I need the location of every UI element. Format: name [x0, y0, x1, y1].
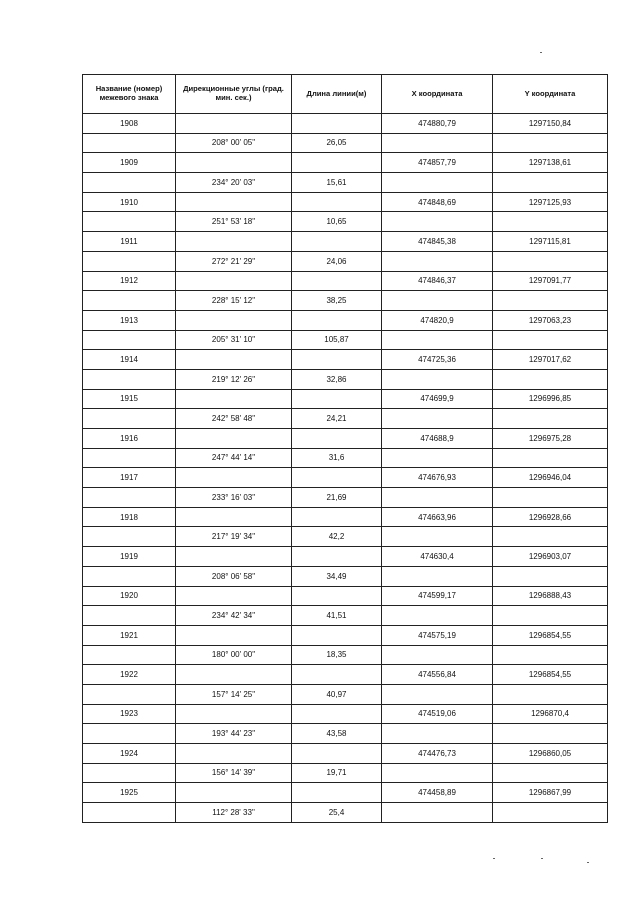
mark-name-cell	[83, 606, 176, 626]
x-coordinate-cell: 474725,36	[382, 350, 493, 370]
direction-angle-cell	[176, 232, 292, 252]
line-length-cell: 32,86	[292, 369, 382, 389]
line-length-cell	[292, 192, 382, 212]
x-coordinate-cell: 474575,19	[382, 625, 493, 645]
direction-angle-cell	[176, 665, 292, 685]
mark-name-cell	[83, 369, 176, 389]
line-length-cell	[292, 507, 382, 527]
mark-name-cell	[83, 488, 176, 508]
line-length-cell: 24,21	[292, 409, 382, 429]
direction-angle-cell: 208° 00' 05"	[176, 133, 292, 153]
table-row	[83, 271, 608, 291]
direction-angle-cell: 247° 44' 14"	[176, 448, 292, 468]
line-length-cell	[292, 389, 382, 409]
mark-name-cell: 1909	[83, 153, 176, 173]
line-length-cell	[292, 665, 382, 685]
direction-angle-cell	[176, 153, 292, 173]
direction-angle-cell: 219° 12' 26"	[176, 369, 292, 389]
table-row	[83, 527, 608, 547]
x-coordinate-cell: 474699,9	[382, 389, 493, 409]
mark-name-cell	[83, 803, 176, 823]
mark-name-cell: 1922	[83, 665, 176, 685]
y-coordinate-cell	[493, 488, 608, 508]
direction-angle-cell: 157° 14' 25"	[176, 684, 292, 704]
line-length-cell: 40,97	[292, 684, 382, 704]
mark-name-cell	[83, 684, 176, 704]
table-row	[83, 488, 608, 508]
direction-angle-cell	[176, 586, 292, 606]
direction-angle-cell: 242° 58' 48"	[176, 409, 292, 429]
direction-angle-cell	[176, 547, 292, 567]
header-direction-angle: Дирекционные углы (град. мин. сек.)	[176, 75, 292, 114]
direction-angle-cell	[176, 114, 292, 134]
y-coordinate-cell: 1296996,85	[493, 389, 608, 409]
y-coordinate-cell	[493, 291, 608, 311]
y-coordinate-cell: 1296975,28	[493, 429, 608, 449]
y-coordinate-cell: 1296903,07	[493, 547, 608, 567]
y-coordinate-cell	[493, 251, 608, 271]
mark-name-cell	[83, 330, 176, 350]
x-coordinate-cell	[382, 488, 493, 508]
direction-angle-cell	[176, 704, 292, 724]
x-coordinate-cell: 474476,73	[382, 744, 493, 764]
line-length-cell	[292, 468, 382, 488]
table-row	[83, 251, 608, 271]
direction-angle-cell	[176, 507, 292, 527]
x-coordinate-cell	[382, 369, 493, 389]
line-length-cell	[292, 783, 382, 803]
mark-name-cell: 1915	[83, 389, 176, 409]
y-coordinate-cell	[493, 645, 608, 665]
x-coordinate-cell: 474663,96	[382, 507, 493, 527]
y-coordinate-cell: 1297063,23	[493, 310, 608, 330]
direction-angle-cell	[176, 389, 292, 409]
table-row	[83, 153, 608, 173]
mark-name-cell	[83, 763, 176, 783]
mark-name-cell	[83, 527, 176, 547]
line-length-cell	[292, 350, 382, 370]
mark-name-cell	[83, 724, 176, 744]
direction-angle-cell	[176, 310, 292, 330]
x-coordinate-cell: 474848,69	[382, 192, 493, 212]
y-coordinate-cell: 1297138,61	[493, 153, 608, 173]
line-length-cell: 25,4	[292, 803, 382, 823]
x-coordinate-cell	[382, 803, 493, 823]
x-coordinate-cell	[382, 133, 493, 153]
direction-angle-cell: 180° 00' 00"	[176, 645, 292, 665]
line-length-cell: 41,51	[292, 606, 382, 626]
y-coordinate-cell	[493, 330, 608, 350]
direction-angle-cell	[176, 192, 292, 212]
x-coordinate-cell	[382, 645, 493, 665]
x-coordinate-cell: 474630,4	[382, 547, 493, 567]
mark-name-cell	[83, 448, 176, 468]
x-coordinate-cell: 474556,84	[382, 665, 493, 685]
x-coordinate-cell	[382, 606, 493, 626]
y-coordinate-cell	[493, 173, 608, 193]
y-coordinate-cell	[493, 448, 608, 468]
table-row	[83, 566, 608, 586]
x-coordinate-cell	[382, 527, 493, 547]
table-row	[83, 625, 608, 645]
line-length-cell: 43,58	[292, 724, 382, 744]
direction-angle-cell	[176, 625, 292, 645]
x-coordinate-cell: 474880,79	[382, 114, 493, 134]
line-length-cell	[292, 310, 382, 330]
header-y-coordinate: Y координата	[493, 75, 608, 114]
line-length-cell: 18,35	[292, 645, 382, 665]
direction-angle-cell	[176, 429, 292, 449]
y-coordinate-cell: 1296946,04	[493, 468, 608, 488]
line-length-cell: 105,87	[292, 330, 382, 350]
table-row	[83, 114, 608, 134]
mark-name-cell: 1908	[83, 114, 176, 134]
y-coordinate-cell: 1296854,55	[493, 625, 608, 645]
y-coordinate-cell: 1296870,4	[493, 704, 608, 724]
direction-angle-cell: 228° 15' 12"	[176, 291, 292, 311]
table-row	[83, 330, 608, 350]
table-row	[83, 684, 608, 704]
x-coordinate-cell: 474676,93	[382, 468, 493, 488]
direction-angle-cell: 205° 31' 10"	[176, 330, 292, 350]
scan-speck	[541, 858, 543, 859]
y-coordinate-cell	[493, 606, 608, 626]
table-row	[83, 783, 608, 803]
y-coordinate-cell: 1297125,93	[493, 192, 608, 212]
y-coordinate-cell: 1297091,77	[493, 271, 608, 291]
table-row	[83, 606, 608, 626]
y-coordinate-cell	[493, 369, 608, 389]
x-coordinate-cell: 474845,38	[382, 232, 493, 252]
mark-name-cell: 1913	[83, 310, 176, 330]
mark-name-cell: 1924	[83, 744, 176, 764]
line-length-cell: 42,2	[292, 527, 382, 547]
mark-name-cell: 1916	[83, 429, 176, 449]
table-row	[83, 133, 608, 153]
table-header-row	[83, 75, 608, 114]
y-coordinate-cell	[493, 566, 608, 586]
y-coordinate-cell	[493, 527, 608, 547]
x-coordinate-cell: 474688,9	[382, 429, 493, 449]
direction-angle-cell	[176, 271, 292, 291]
table-row	[83, 389, 608, 409]
mark-name-cell	[83, 566, 176, 586]
header-mark-name: Название (номер) межевого знака	[83, 75, 176, 114]
x-coordinate-cell	[382, 684, 493, 704]
table-row	[83, 665, 608, 685]
mark-name-cell	[83, 409, 176, 429]
scan-speck	[587, 862, 589, 863]
x-coordinate-cell	[382, 173, 493, 193]
table-row	[83, 192, 608, 212]
table-row	[83, 409, 608, 429]
mark-name-cell: 1917	[83, 468, 176, 488]
table-body	[83, 114, 608, 823]
y-coordinate-cell	[493, 763, 608, 783]
direction-angle-cell: 251° 53' 18"	[176, 212, 292, 232]
mark-name-cell: 1914	[83, 350, 176, 370]
mark-name-cell: 1911	[83, 232, 176, 252]
table-row	[83, 448, 608, 468]
line-length-cell	[292, 271, 382, 291]
direction-angle-cell	[176, 744, 292, 764]
mark-name-cell: 1921	[83, 625, 176, 645]
table-row	[83, 468, 608, 488]
y-coordinate-cell: 1297017,62	[493, 350, 608, 370]
y-coordinate-cell: 1297115,81	[493, 232, 608, 252]
mark-name-cell: 1923	[83, 704, 176, 724]
mark-name-cell	[83, 645, 176, 665]
mark-name-cell	[83, 212, 176, 232]
table-row	[83, 232, 608, 252]
table-row	[83, 429, 608, 449]
line-length-cell	[292, 429, 382, 449]
table-row	[83, 586, 608, 606]
y-coordinate-cell	[493, 724, 608, 744]
mark-name-cell	[83, 251, 176, 271]
y-coordinate-cell	[493, 212, 608, 232]
x-coordinate-cell: 474599,17	[382, 586, 493, 606]
mark-name-cell: 1910	[83, 192, 176, 212]
line-length-cell	[292, 704, 382, 724]
y-coordinate-cell: 1296928,66	[493, 507, 608, 527]
line-length-cell: 24,06	[292, 251, 382, 271]
direction-angle-cell	[176, 350, 292, 370]
x-coordinate-cell	[382, 251, 493, 271]
scan-speck	[540, 52, 542, 53]
table-row	[83, 763, 608, 783]
x-coordinate-cell	[382, 448, 493, 468]
table-row	[83, 310, 608, 330]
y-coordinate-cell: 1297150,84	[493, 114, 608, 134]
scan-speck	[493, 858, 495, 859]
line-length-cell: 26,05	[292, 133, 382, 153]
x-coordinate-cell	[382, 212, 493, 232]
y-coordinate-cell	[493, 803, 608, 823]
x-coordinate-cell: 474857,79	[382, 153, 493, 173]
y-coordinate-cell: 1296888,43	[493, 586, 608, 606]
direction-angle-cell: 208° 06' 58"	[176, 566, 292, 586]
table-row	[83, 724, 608, 744]
direction-angle-cell: 233° 16' 03"	[176, 488, 292, 508]
line-length-cell	[292, 153, 382, 173]
table-row	[83, 547, 608, 567]
line-length-cell: 34,49	[292, 566, 382, 586]
x-coordinate-cell	[382, 763, 493, 783]
mark-name-cell	[83, 133, 176, 153]
line-length-cell	[292, 586, 382, 606]
line-length-cell: 31,6	[292, 448, 382, 468]
y-coordinate-cell	[493, 684, 608, 704]
direction-angle-cell	[176, 783, 292, 803]
direction-angle-cell	[176, 468, 292, 488]
direction-angle-cell: 234° 42' 34"	[176, 606, 292, 626]
x-coordinate-cell: 474846,37	[382, 271, 493, 291]
x-coordinate-cell: 474820,9	[382, 310, 493, 330]
table-row	[83, 369, 608, 389]
direction-angle-cell: 112° 28' 33"	[176, 803, 292, 823]
line-length-cell: 21,69	[292, 488, 382, 508]
table-row	[83, 645, 608, 665]
y-coordinate-cell: 1296854,55	[493, 665, 608, 685]
line-length-cell	[292, 625, 382, 645]
table-row	[83, 704, 608, 724]
line-length-cell	[292, 232, 382, 252]
direction-angle-cell: 193° 44' 23"	[176, 724, 292, 744]
boundary-coordinates-table	[82, 74, 608, 823]
x-coordinate-cell	[382, 409, 493, 429]
x-coordinate-cell	[382, 291, 493, 311]
direction-angle-cell: 234° 20' 03"	[176, 173, 292, 193]
line-length-cell: 10,65	[292, 212, 382, 232]
x-coordinate-cell	[382, 330, 493, 350]
y-coordinate-cell: 1296867,99	[493, 783, 608, 803]
mark-name-cell: 1925	[83, 783, 176, 803]
table-row	[83, 350, 608, 370]
mark-name-cell	[83, 173, 176, 193]
mark-name-cell: 1918	[83, 507, 176, 527]
header-x-coordinate: X координата	[382, 75, 493, 114]
line-length-cell	[292, 547, 382, 567]
direction-angle-cell: 217° 19' 34"	[176, 527, 292, 547]
table-row	[83, 803, 608, 823]
table-row	[83, 507, 608, 527]
mark-name-cell: 1912	[83, 271, 176, 291]
mark-name-cell	[83, 291, 176, 311]
line-length-cell: 19,71	[292, 763, 382, 783]
direction-angle-cell: 156° 14' 39"	[176, 763, 292, 783]
direction-angle-cell: 272° 21' 29"	[176, 251, 292, 271]
x-coordinate-cell	[382, 724, 493, 744]
table-row	[83, 291, 608, 311]
line-length-cell: 38,25	[292, 291, 382, 311]
x-coordinate-cell	[382, 566, 493, 586]
table-row	[83, 173, 608, 193]
y-coordinate-cell	[493, 409, 608, 429]
x-coordinate-cell: 474519,06	[382, 704, 493, 724]
line-length-cell	[292, 744, 382, 764]
mark-name-cell: 1919	[83, 547, 176, 567]
mark-name-cell: 1920	[83, 586, 176, 606]
line-length-cell	[292, 114, 382, 134]
header-line-length: Длина линии(м)	[292, 75, 382, 114]
x-coordinate-cell: 474458,89	[382, 783, 493, 803]
y-coordinate-cell: 1296860,05	[493, 744, 608, 764]
table-row	[83, 744, 608, 764]
table-row	[83, 212, 608, 232]
y-coordinate-cell	[493, 133, 608, 153]
line-length-cell: 15,61	[292, 173, 382, 193]
